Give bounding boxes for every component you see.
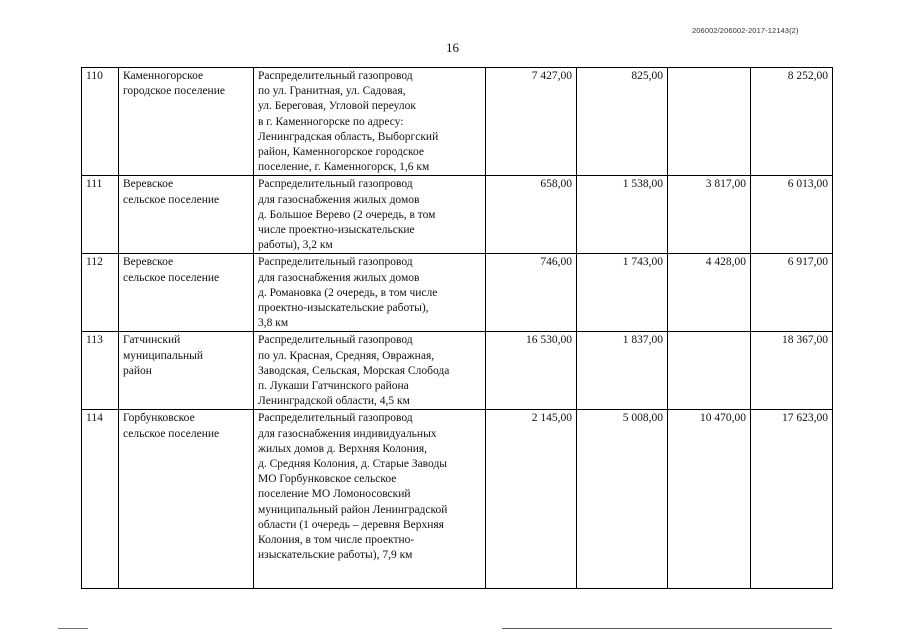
scan-edge-line-right — [502, 628, 832, 629]
amount-cell-2: 1 538,00 — [577, 176, 668, 254]
scan-edge-line-left — [58, 628, 88, 629]
row-number: 112 — [82, 254, 119, 332]
table-row — [82, 332, 833, 410]
amount-cell-2: 825,00 — [577, 68, 668, 176]
municipality-cell: Горбунковское сельское поселение — [119, 410, 254, 589]
total-cell: 17 623,00 — [751, 410, 833, 589]
total-cell: 8 252,00 — [751, 68, 833, 176]
amount-cell-3: 4 428,00 — [668, 254, 751, 332]
table-row — [82, 410, 833, 589]
row-number: 110 — [82, 68, 119, 176]
municipality-cell: Веревское сельское поселение — [119, 176, 254, 254]
table-row — [82, 176, 833, 254]
amount-cell-1: 658,00 — [486, 176, 577, 254]
total-cell: 6 013,00 — [751, 176, 833, 254]
project-description-cell: Распределительный газопровод по ул. Гранитная, ул. Садовая, ул. Береговая, Угловой переулок в г. Каменногорске по адресу: Ленинградская область, Выборгский район, Каменногорское городское поселение, г. Каменногорск, 1,6 км — [254, 68, 486, 176]
total-cell: 18 367,00 — [751, 332, 833, 410]
table-row — [82, 68, 833, 176]
project-description-cell: Распределительный газопровод для газоснабжения жилых домов д. Романовка (2 очередь, в том числе проектно-изыскательские работы), 3,8 км — [254, 254, 486, 332]
row-number: 113 — [82, 332, 119, 410]
amount-cell-3 — [668, 68, 751, 176]
document-id: 206002/206002-2017-12143(2) — [692, 26, 799, 35]
municipality-cell: Каменногорское городское поселение — [119, 68, 254, 176]
table-row — [82, 254, 833, 332]
total-cell: 6 917,00 — [751, 254, 833, 332]
amount-cell-3 — [668, 332, 751, 410]
amount-cell-1: 7 427,00 — [486, 68, 577, 176]
amount-cell-2: 1 743,00 — [577, 254, 668, 332]
row-number: 114 — [82, 410, 119, 589]
amount-cell-3: 3 817,00 — [668, 176, 751, 254]
municipality-cell: Гатчинский муниципальный район — [119, 332, 254, 410]
amount-cell-1: 16 530,00 — [486, 332, 577, 410]
amount-cell-2: 1 837,00 — [577, 332, 668, 410]
project-description-cell: Распределительный газопровод для газоснабжения жилых домов д. Большое Верево (2 очередь, в том числе проектно-изыскательские работы), 3,2 км — [254, 176, 486, 254]
amount-cell-3: 10 470,00 — [668, 410, 751, 589]
project-description-cell: Распределительный газопровод для газоснабжения индивидуальных жилых домов д. Верхняя Колония, д. Средняя Колония, д. Старые Заводы МО Горбунковское сельское поселение МО Ломоносовский муниципальный район Ленинградской области (1 очередь – деревня Верхняя Колония, в том числе проектно- изыскательские работы), 7,9 км — [254, 410, 486, 589]
amount-cell-1: 2 145,00 — [486, 410, 577, 589]
amount-cell-2: 5 008,00 — [577, 410, 668, 589]
project-description-cell: Распределительный газопровод по ул. Красная, Средняя, Овражная, Заводская, Сельская, Морская Слобода п. Лукаши Гатчинского района Ленинградской области, 4,5 км — [254, 332, 486, 410]
municipality-cell: Веревское сельское поселение — [119, 254, 254, 332]
amount-cell-1: 746,00 — [486, 254, 577, 332]
gas-pipeline-table — [81, 67, 833, 589]
row-number: 111 — [82, 176, 119, 254]
page-number: 16 — [446, 40, 459, 55]
